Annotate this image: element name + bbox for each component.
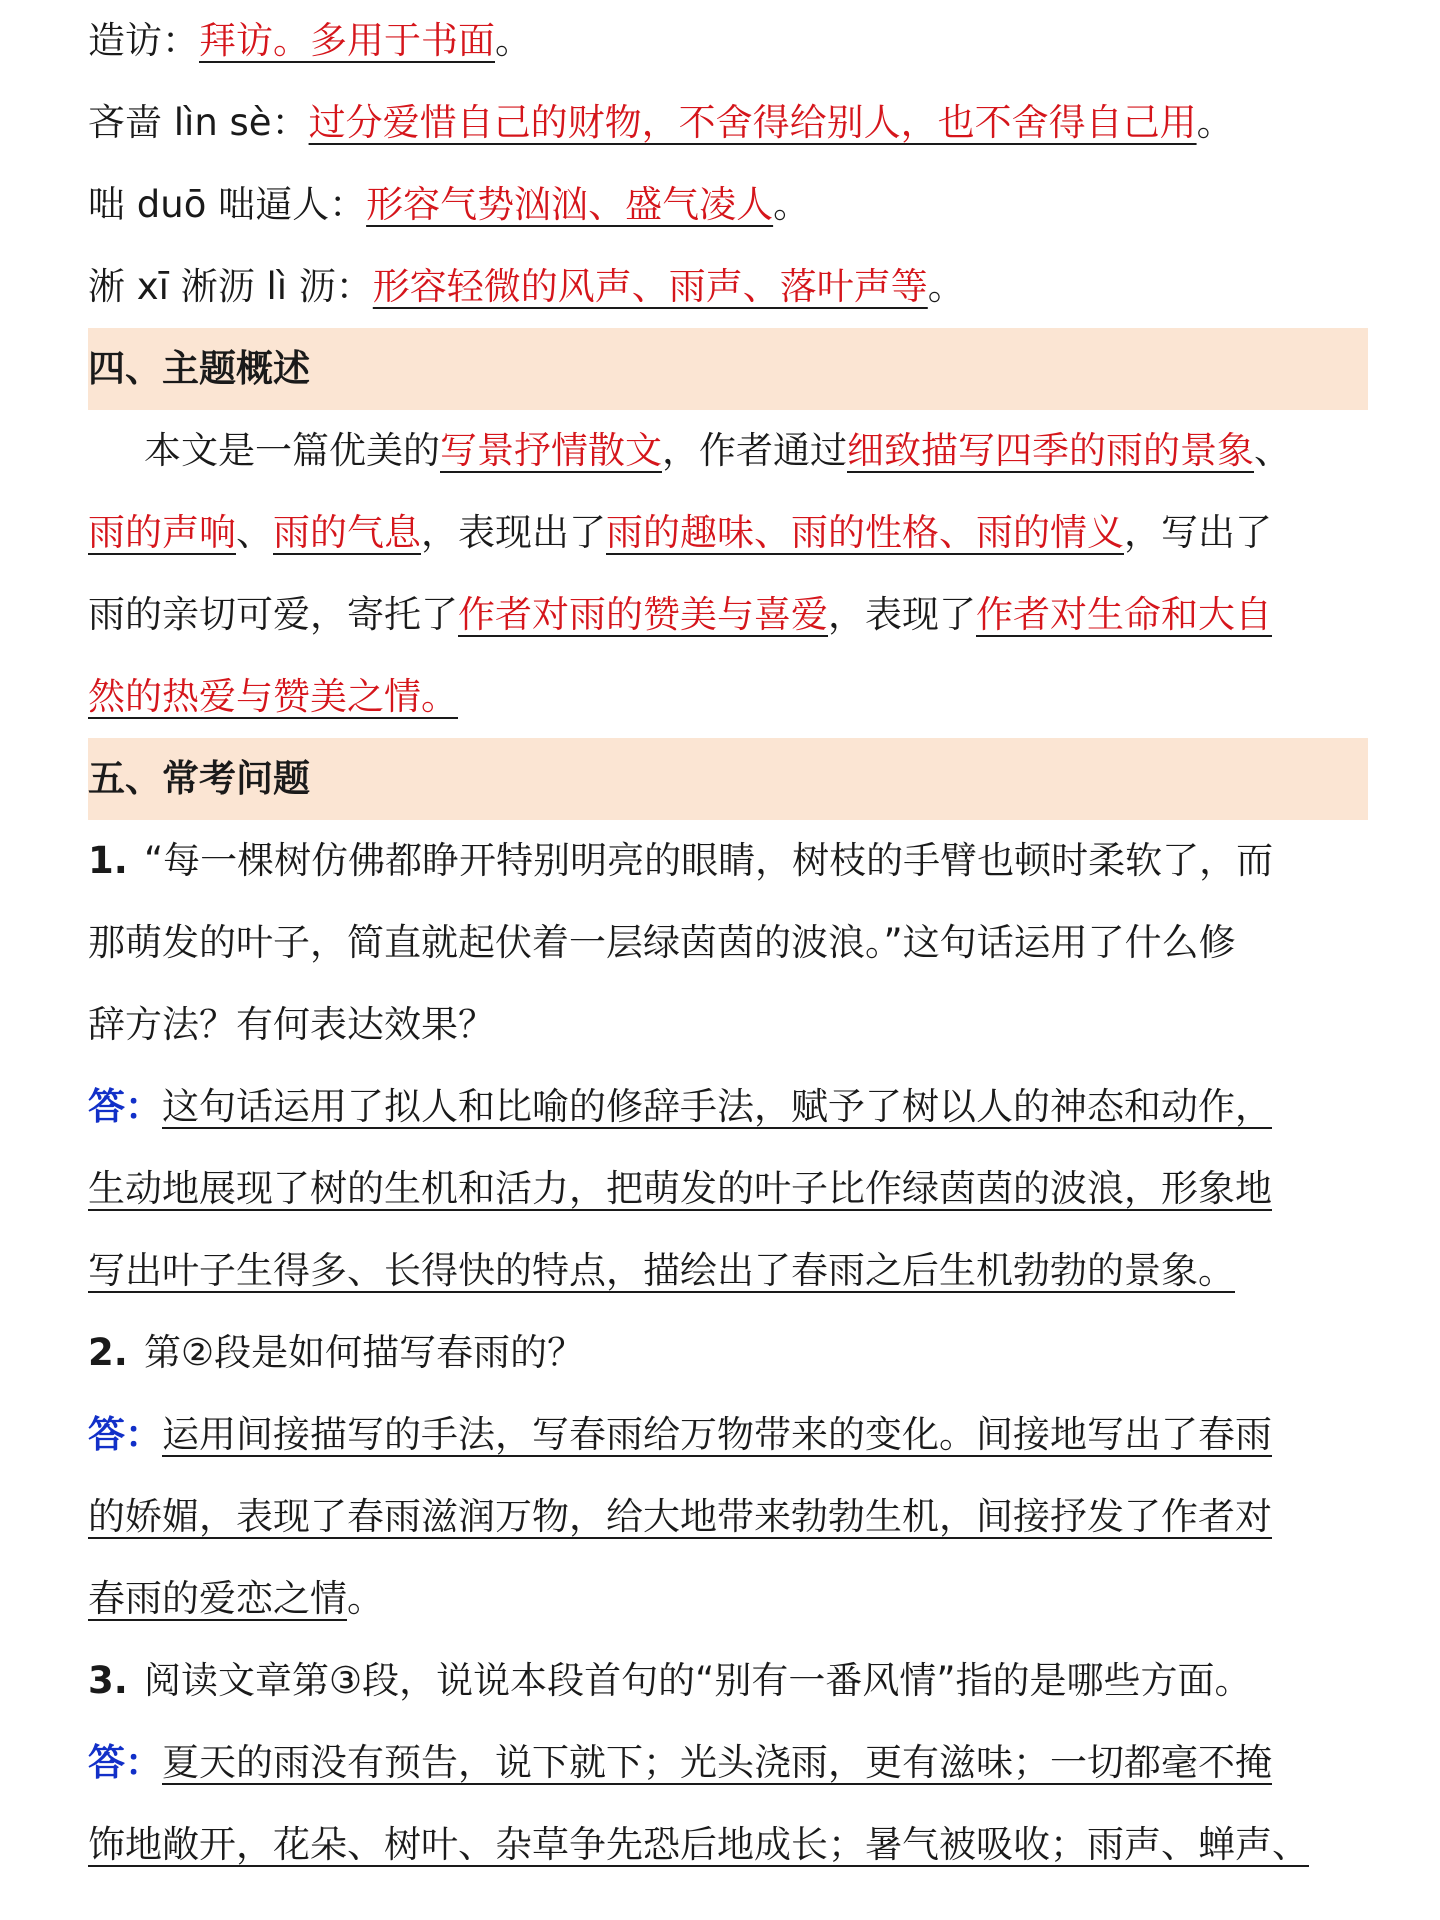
vocab-item xyxy=(88,82,1360,164)
summary-key: 作者对生命和大自 xyxy=(976,593,1272,636)
summary-key: 雨的声响 xyxy=(88,511,236,554)
question-line: 那萌发的叶子，简直就起伏着一层绿茵茵的波浪。”这句话运用了什么修 xyxy=(88,921,1236,964)
vocab-end: 。 xyxy=(1196,101,1234,144)
summary-line xyxy=(88,492,1360,574)
question-number: 3. xyxy=(88,1659,128,1702)
summary-text: 雨的亲切可爱，寄托了 xyxy=(88,593,458,636)
section-heading: 五、常考问题 xyxy=(88,738,1368,820)
answer-text: 夏天的雨没有预告，说下就下；光头浇雨，更有滋味；一切都毫不掩 xyxy=(162,1741,1272,1784)
summary-text: 、 xyxy=(236,511,273,554)
summary-key: 雨的趣味、雨的性格、雨的情义 xyxy=(606,511,1124,554)
question-line: 辞方法？有何表达效果？ xyxy=(88,1003,495,1046)
summary-line xyxy=(88,656,1360,738)
answer-label: 答： xyxy=(88,1413,162,1456)
summary-key: 写景抒情散文 xyxy=(440,429,662,472)
question-text: 第②段是如何描写春雨的？ xyxy=(144,1331,585,1374)
vocab-term: 吝啬 lìn sè： xyxy=(88,101,309,144)
answer-line xyxy=(88,1394,1360,1476)
summary-key: 然的热爱与赞美之情。 xyxy=(88,675,458,718)
answer-text: 的娇媚，表现了春雨滋润万物，给大地带来勃勃生机，间接抒发了作者对 xyxy=(88,1495,1272,1538)
vocab-meaning: 形容气势汹汹、盛气凌人 xyxy=(366,183,774,226)
answer-line xyxy=(88,1558,1360,1640)
summary-line xyxy=(88,574,1360,656)
vocab-end: 。 xyxy=(773,183,811,226)
answer-line xyxy=(88,1230,1360,1312)
summary-text: ，表现出了 xyxy=(421,511,606,554)
answer-line xyxy=(88,1148,1360,1230)
summary-text: ，作者通过 xyxy=(662,429,847,472)
answer-end: 。 xyxy=(347,1577,384,1620)
summary-line xyxy=(88,410,1360,492)
answer-text: 春雨的爱恋之情 xyxy=(88,1577,347,1620)
vocab-meaning: 过分爱惜自己的财物，不舍得给别人，也不舍得自己用 xyxy=(308,101,1197,144)
vocab-term: 淅 xī 淅沥 lì 沥： xyxy=(88,265,373,308)
answer-label: 答： xyxy=(88,1085,162,1128)
summary-text: 本文是一篇优美的 xyxy=(144,429,440,472)
answer-text: 饰地敞开，花朵、树叶、杂草争先恐后地成长；暑气被吸收；雨声、蝉声、 xyxy=(88,1823,1309,1866)
vocab-meaning: 拜访。多用于书面 xyxy=(199,19,495,62)
vocab-item xyxy=(88,246,1360,328)
vocab-item xyxy=(88,0,1360,82)
question-line xyxy=(88,820,1360,902)
answer-text: 生动地展现了树的生机和活力，把萌发的叶子比作绿茵茵的波浪，形象地 xyxy=(88,1167,1272,1210)
answer-line xyxy=(88,1066,1360,1148)
answer-line xyxy=(88,1476,1360,1558)
vocab-term: 造访： xyxy=(88,19,199,62)
question-text: “每一棵树仿佛都睁开特别明亮的眼睛，树枝的手臂也顿时柔软了，而 xyxy=(144,839,1274,882)
vocab-item xyxy=(88,164,1360,246)
summary-text: 、 xyxy=(1254,429,1291,472)
question-line xyxy=(88,1640,1360,1722)
vocab-end: 。 xyxy=(495,19,532,62)
summary-key: 细致描写四季的雨的景象 xyxy=(847,429,1254,472)
answer-line xyxy=(88,1722,1360,1804)
vocab-term: 咄 duō 咄逼人： xyxy=(88,183,367,226)
summary-text: ，表现了 xyxy=(828,593,976,636)
vocab-end: 。 xyxy=(927,265,965,308)
question-line xyxy=(88,1312,1360,1394)
summary-key: 作者对雨的赞美与喜爱 xyxy=(458,593,828,636)
question-number: 1. xyxy=(88,839,128,882)
vocab-meaning: 形容轻微的风声、雨声、落叶声等 xyxy=(372,265,928,308)
section-heading: 四、主题概述 xyxy=(88,328,1368,410)
answer-text: 写出叶子生得多、长得快的特点，描绘出了春雨之后生机勃勃的景象。 xyxy=(88,1249,1235,1292)
answer-line xyxy=(88,1804,1360,1886)
answer-label: 答： xyxy=(88,1741,162,1784)
answer-text: 这句话运用了拟人和比喻的修辞手法，赋予了树以人的神态和动作， xyxy=(162,1085,1272,1128)
question-number: 2. xyxy=(88,1331,128,1374)
answer-text: 运用间接描写的手法，写春雨给万物带来的变化。间接地写出了春雨 xyxy=(162,1413,1272,1456)
summary-key: 雨的气息 xyxy=(273,511,421,554)
summary-text: ，写出了 xyxy=(1124,511,1272,554)
question-text: 阅读文章第③段，说说本段首句的“别有一番风情”指的是哪些方面。 xyxy=(144,1659,1252,1702)
